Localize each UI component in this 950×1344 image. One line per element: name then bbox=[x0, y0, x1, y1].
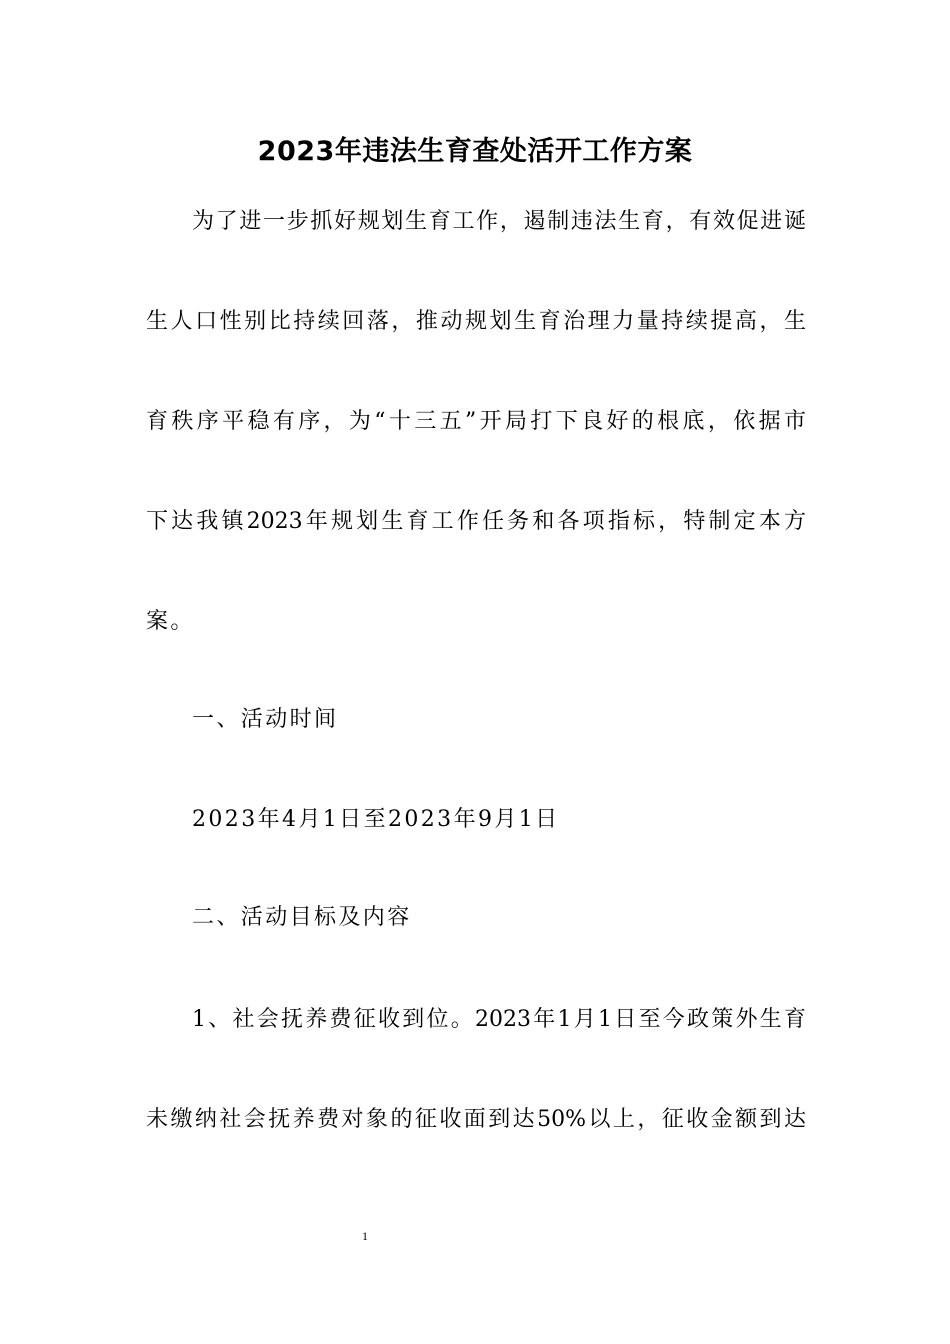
section-1-heading: 一、活动时间 bbox=[192, 707, 339, 732]
intro-paragraph-line-1: 为了进一步抓好规划生育工作，遏制违法生育，有效促进诞 bbox=[192, 209, 806, 234]
intro-paragraph-line-5: 案。 bbox=[146, 609, 195, 634]
intro-paragraph-line-2: 生人口性别比持续回落，推动规划生育治理力量持续提高，生 bbox=[146, 309, 806, 334]
page-number: 1 bbox=[362, 1229, 368, 1243]
page-title: 2023年违法生育查处活开工作方案 bbox=[257, 136, 693, 167]
intro-paragraph-line-4: 下达我镇2023年规划生育工作任务和各项指标，特制定本方 bbox=[146, 509, 806, 534]
item-1-line-1: 1、社会抚养费征收到位。2023年1月1日至今政策外生育 bbox=[192, 1007, 806, 1032]
section-2-heading: 二、活动目标及内容 bbox=[192, 905, 412, 930]
intro-paragraph-line-3: 育秩序平稳有序，为“十三五”开局打下良好的根底，依据市 bbox=[146, 409, 806, 434]
section-1-text: 2023年4月1日至2023年9月1日 bbox=[192, 807, 560, 832]
item-1-line-2: 未缴纳社会抚养费对象的征收面到达50%以上，征收金额到达 bbox=[146, 1107, 806, 1132]
